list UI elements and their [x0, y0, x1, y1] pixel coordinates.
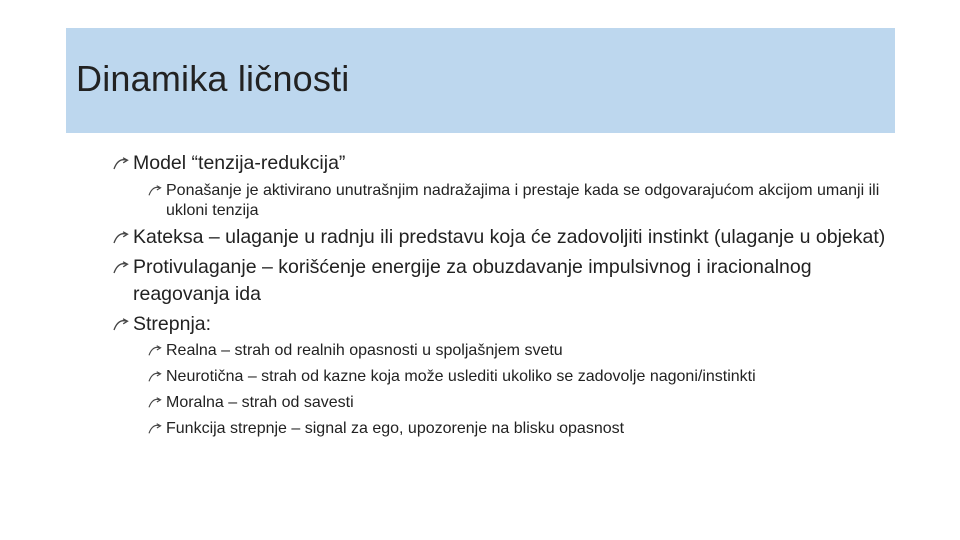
curved-arrow-bullet-icon	[147, 338, 166, 364]
bullet-text: Kateksa – ulaganje u radnju ili predstavu koja će zadovoljiti instinkt (ulaganje u objekat)	[133, 226, 886, 248]
sub-bullet-text: Moralna – strah od savesti	[166, 394, 354, 411]
sub-bullet-text: Realna – strah od realnih opasnosti u spoljašnjem svetu	[166, 342, 563, 359]
curved-arrow-bullet-icon	[147, 364, 166, 390]
bullet-item	[112, 254, 902, 308]
sub-bullet-item	[147, 364, 902, 390]
curved-arrow-bullet-icon	[112, 150, 133, 177]
curved-arrow-bullet-icon	[112, 311, 133, 338]
curved-arrow-bullet-icon	[112, 254, 133, 281]
sub-bullet-item	[147, 416, 902, 442]
bullet-item	[112, 224, 902, 251]
curved-arrow-bullet-icon	[147, 416, 166, 442]
curved-arrow-bullet-icon	[147, 390, 166, 416]
sub-bullet-item	[147, 390, 902, 416]
bullet-item	[112, 311, 902, 338]
sub-bullet-item	[147, 338, 902, 364]
curved-arrow-bullet-icon	[112, 224, 133, 251]
sub-bullet-text: Neurotična – strah od kazne koja može uslediti ukoliko se zadovolje nagoni/instinkti	[166, 368, 756, 385]
bullet-text: Strepnja:	[133, 313, 212, 335]
bullet-text: Model “tenzija-redukcija”	[133, 152, 346, 174]
sub-bullet-item	[147, 181, 902, 221]
bullet-text: Protivulaganje – korišćenje energije za obuzdavanje impulsivnog i iracionalnog reagovanja ida	[133, 256, 812, 305]
sub-bullet-text: Ponašanje je aktivirano unutrašnjim nadražajima i prestaje kada se odgovarajućom akcijom umanji ili ukloni tenzija	[166, 182, 880, 219]
bullet-list	[112, 147, 902, 442]
title-band	[66, 28, 895, 133]
sub-bullet-text: Funkcija strepnje – signal za ego, upozorenje na blisku opasnost	[166, 420, 625, 437]
curved-arrow-bullet-icon	[147, 181, 166, 201]
slide-title: Dinamika ličnosti	[76, 58, 350, 99]
bullet-item	[112, 150, 902, 177]
